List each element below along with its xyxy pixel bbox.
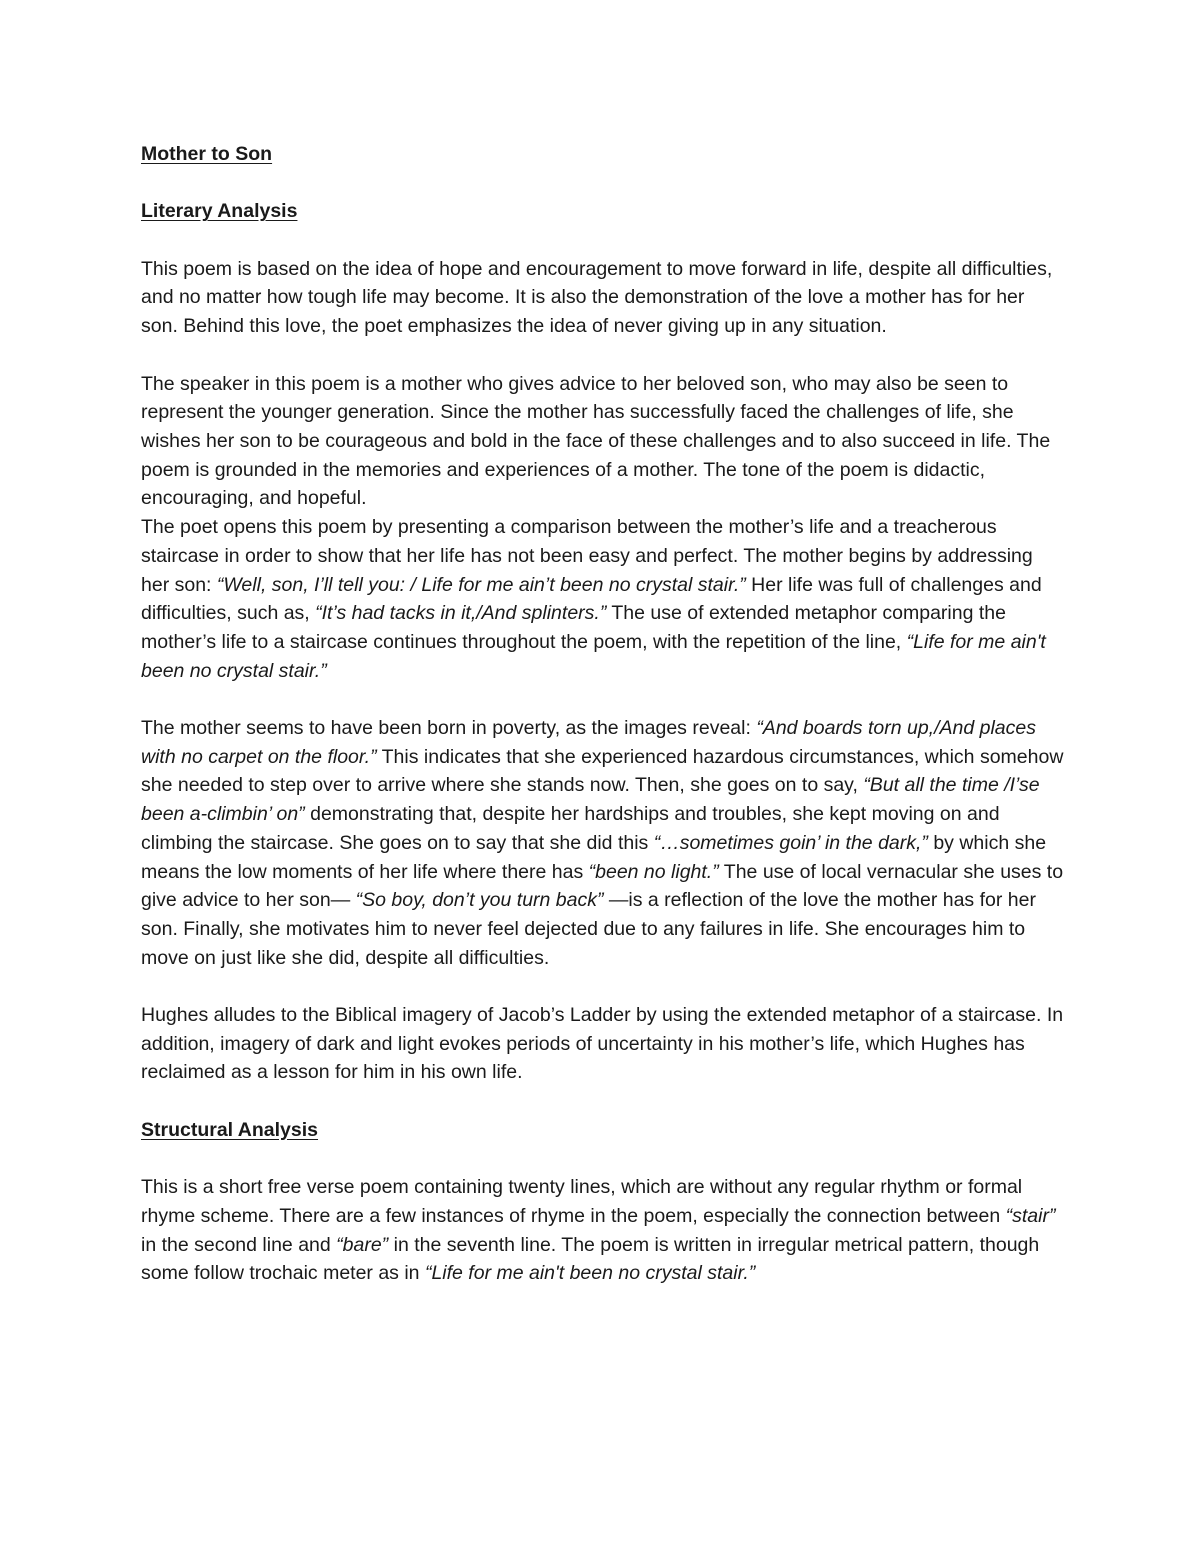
document-page <box>141 140 1066 1288</box>
paragraph-speaker: The speaker in this poem is a mother who gives advice to her beloved son, who may also be seen to represent the younger generation. Since the mother has successfully faced the challenges of life, she wishes her son to be courageous and bold in the face of these challenges and to also succeed in life. The poem is grounded in the memories and experiences of a mother. The tone of the poem is didactic, encouraging, and hopeful. <box>141 372 1051 510</box>
spacer <box>141 1087 1066 1116</box>
paragraph-structure <box>141 1173 1066 1288</box>
text-run: The use of local vernacular she uses to give advice to her son— <box>141 860 1064 912</box>
quote: “…sometimes goin’ in the dark,” <box>653 831 928 854</box>
quote: “Life for me ain't been no crystal stair.” <box>141 630 1046 682</box>
quote: “Well, son, I’ll tell you: / Life for me ain’t been no crystal stair.” <box>216 573 746 596</box>
text-run: Her life was full of challenges and difficulties, such as, <box>141 573 1042 625</box>
quote: “It’s had tacks in it,/And splinters.” <box>315 602 607 625</box>
spacer <box>141 226 1066 255</box>
text-run: by which she means the low moments of her life where there has <box>141 831 1047 883</box>
spacer <box>141 972 1066 1001</box>
paragraph-intro: This poem is based on the idea of hope and encouragement to move forward in life, despite all difficulties, and no matter how tough life may become. It is also the demonstration of the love a mother has for her son. Behind this love, the poet emphasizes the idea of never giving up in any situation. <box>141 257 1053 338</box>
spacer <box>141 685 1066 714</box>
text-run: The use of extended metaphor comparing the mother’s life to a staircase continues throughout the poem, with the repetition of the line, <box>141 602 1006 653</box>
text-run: The poet opens this poem by presenting a comparison between the mother’s life and a treacherous staircase in order to show that her life has not been easy and perfect. The mother begins by addressing her son: <box>141 516 1033 596</box>
text-run: in the seventh line. The poem is written in irregular metrical pattern, though some follow trochaic meter as in <box>141 1233 1040 1285</box>
literary-analysis-heading: Literary Analysis <box>141 200 298 223</box>
quote: “And boards torn up,/And places with no carpet on the floor.” <box>141 717 1036 768</box>
document-title: Mother to Son <box>141 143 273 165</box>
spacer <box>141 1145 1066 1174</box>
quote: “been no light.” <box>588 860 719 883</box>
quote: “Life for me ain't been no crystal stair.” <box>424 1262 756 1285</box>
text-run: demonstrating that, despite her hardships and troubles, she kept moving on and climbing the staircase. She goes on to say that she did this <box>141 803 1000 854</box>
text-run: This is a short free verse poem containing twenty lines, which are without any regular rhythm or formal rhyme scheme. There are a few instances of rhyme in the poem, especially the connection between <box>141 1176 1023 1227</box>
structural-analysis-heading: Structural Analysis <box>141 1118 319 1141</box>
text-run: This indicates that she experienced hazardous circumstances, which somehow she needed to step over to arrive where she stands now. Then, she goes on to say, <box>141 745 1064 797</box>
spacer <box>141 341 1066 370</box>
quote: “So boy, don’t you turn back” <box>355 889 604 912</box>
quote: “stair” <box>1005 1204 1056 1227</box>
quote: “bare” <box>336 1233 389 1256</box>
text-run: The mother seems to have been born in poverty, as the images reveal: <box>141 717 757 739</box>
text-run: —is a reflection of the love the mother has for her son. Finally, she motivates him to never feel dejected due to any failures in life. She encourages him to move on just like she did, despite all difficulties. <box>141 889 1036 969</box>
text-run: in the second line and <box>141 1233 337 1256</box>
paragraph-staircase <box>141 513 1066 685</box>
quote: “But all the time /I’se been a-climbin’ on” <box>141 774 1040 826</box>
spacer <box>141 169 1066 198</box>
paragraph-poverty <box>141 714 1066 972</box>
paragraph-jacobs-ladder: Hughes alludes to the Biblical imagery of Jacob’s Ladder by using the extended metaphor of a staircase. In addition, imagery of dark and light evokes periods of uncertainty in his mother’s life, which Hughes has reclaimed as a lesson for him in his own life. <box>141 1004 1064 1084</box>
